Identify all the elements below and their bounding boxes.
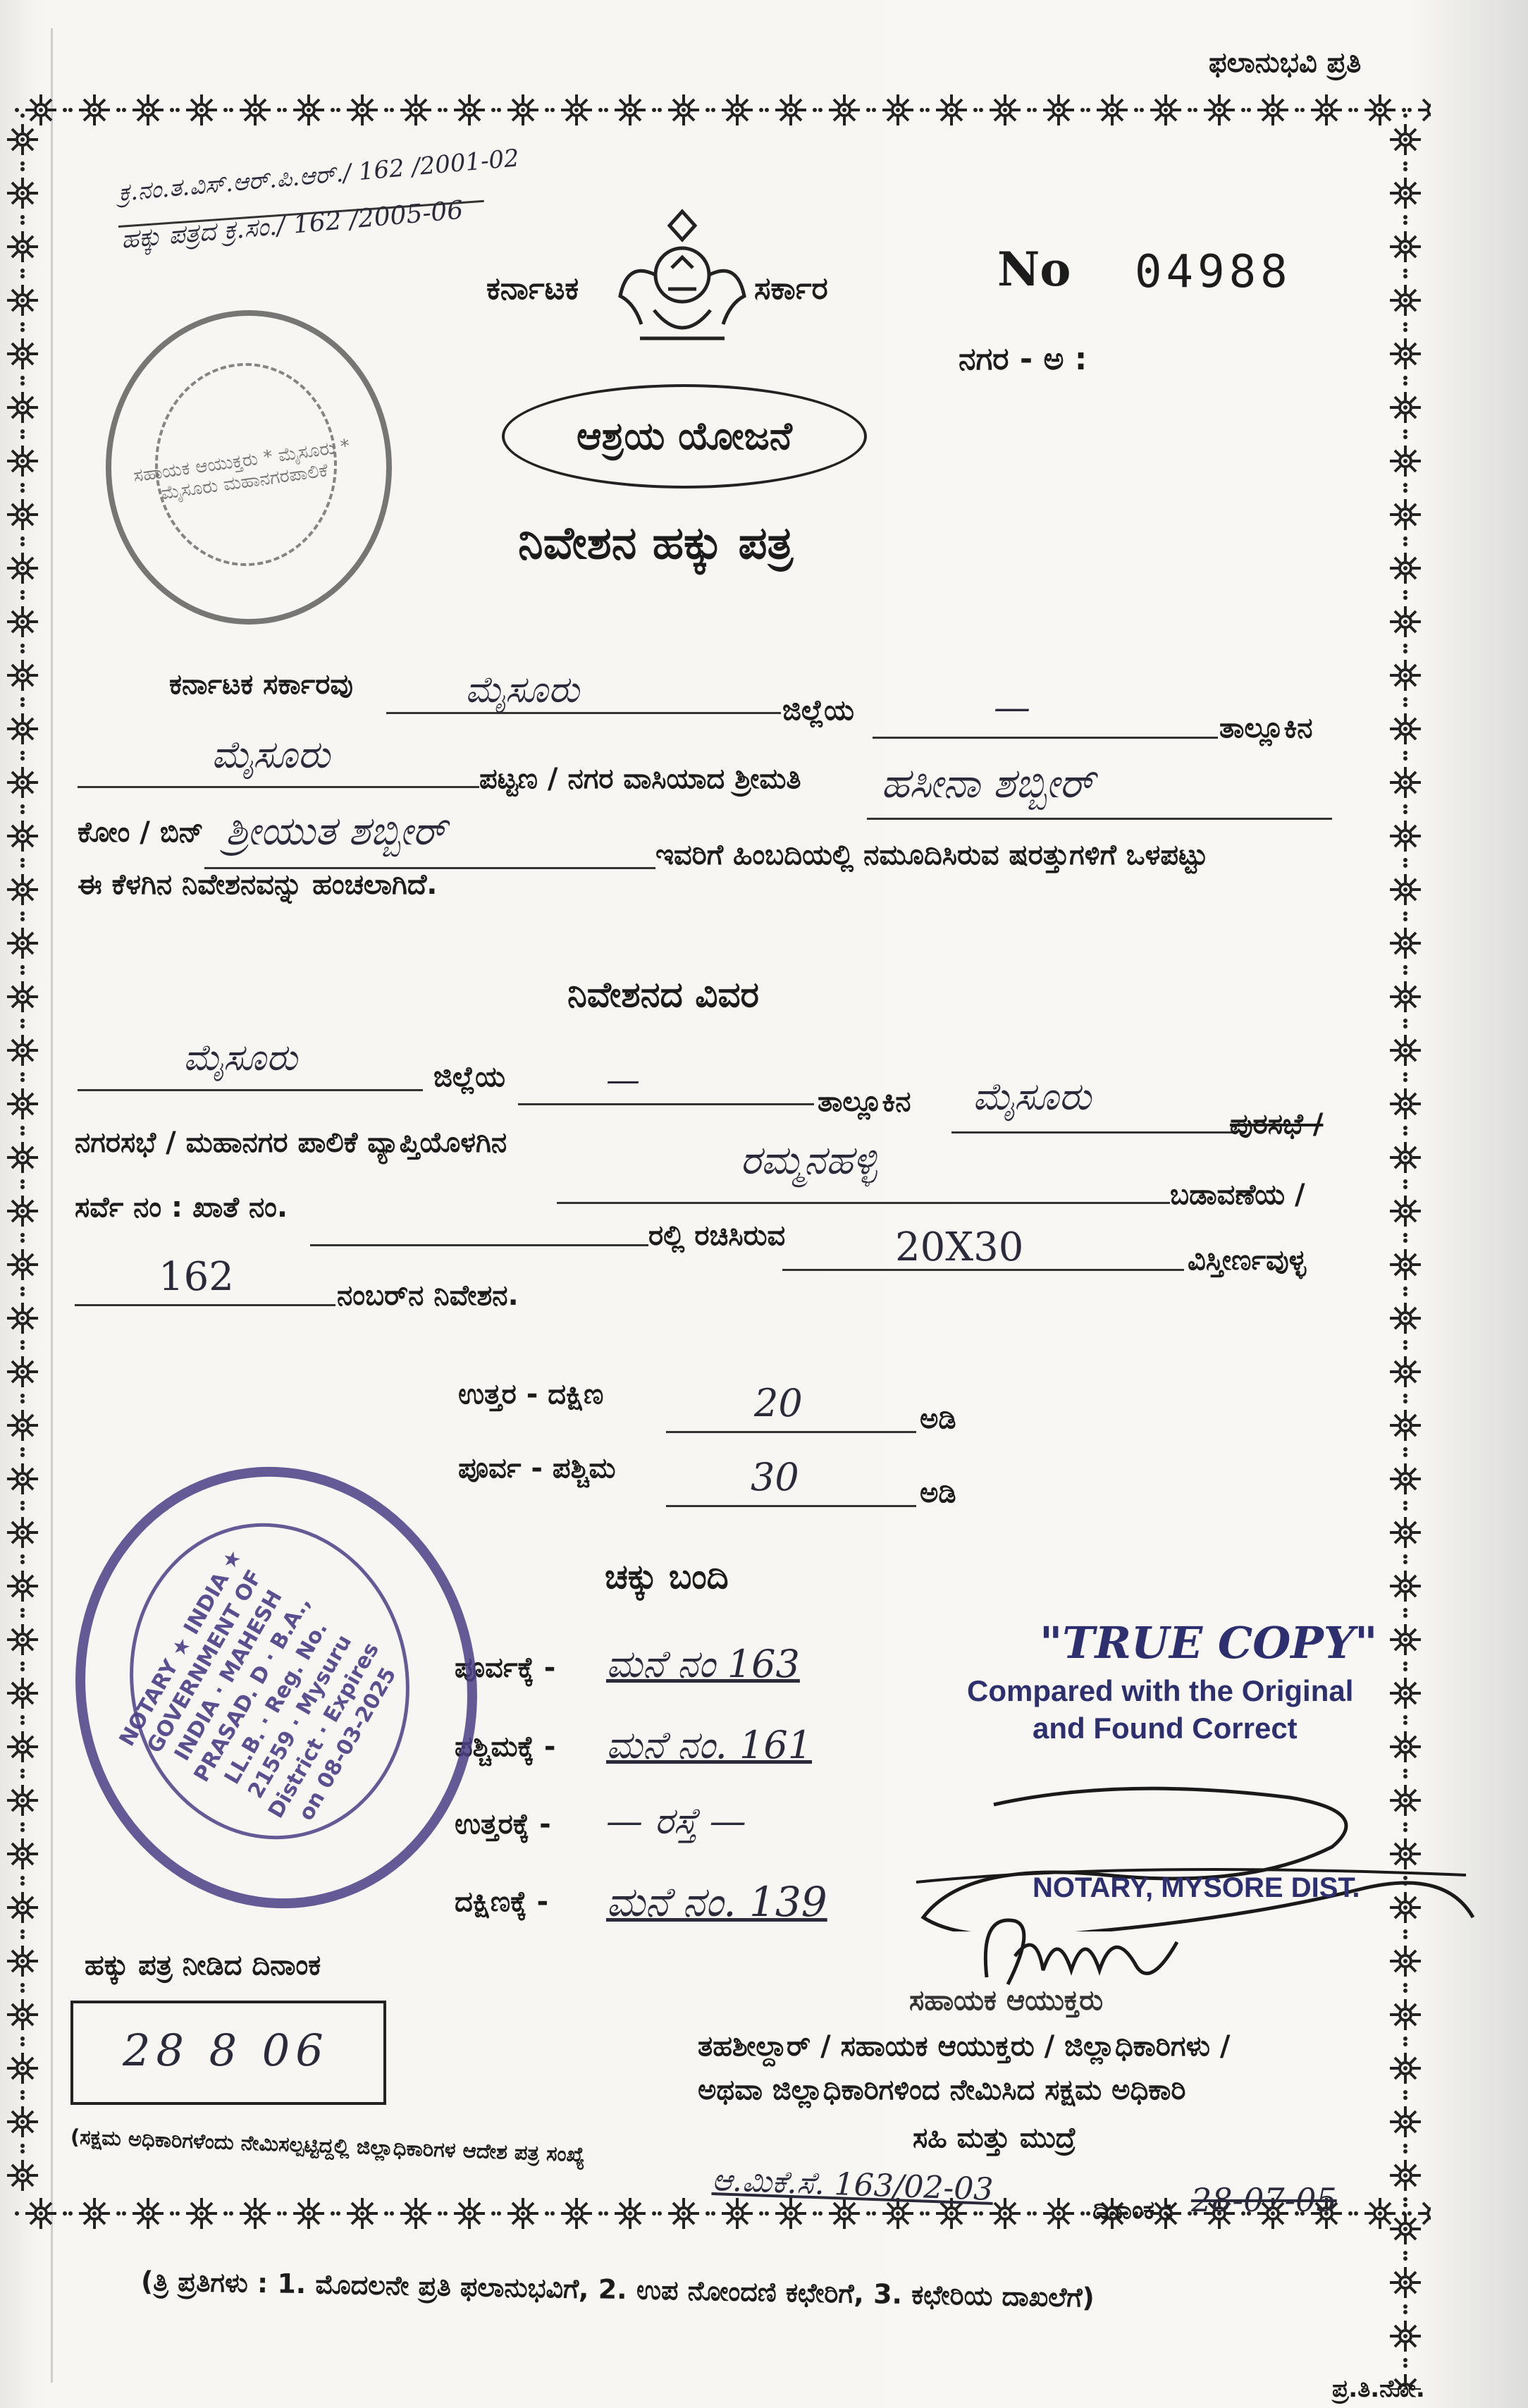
site-taluk-blank <box>951 1131 1233 1134</box>
gov-label-right: ಸರ್ಕಾರ <box>754 271 828 307</box>
survey-blank <box>310 1244 648 1246</box>
relation-label: ಕೋಂ / ಬಿನ್ <box>78 816 204 849</box>
officer-designation-stamp: ಸಹಾಯಕ ಆಯುಕ್ತರು <box>909 1984 1104 2017</box>
copy-label: ಫಲಾನುಭವಿ ಪ್ರತಿ <box>1209 47 1362 79</box>
reference-line-1: ಕ್ರ.ನಂ.ತ.ವಿಸ್.ಆರ್.ಪಿ.ಆರ್./ 162 /2001-02 <box>117 144 521 207</box>
layout-label: ಬಡಾವಣೆಯ / <box>1170 1179 1305 1211</box>
site-taluk-value: ಮೈಸೂರು <box>973 1074 1091 1119</box>
scheme-oval <box>502 384 867 489</box>
north-south-label: ಉತ್ತರ - ದಕ್ಷಿಣ <box>458 1378 604 1411</box>
grant-town-value: ಮೈಸೂರು <box>211 732 330 777</box>
true-copy-line-1: Compared with the Original <box>967 1674 1354 1707</box>
east-west-label: ಪೂರ್ವ - ಪಶ್ಚಿಮ <box>458 1452 616 1485</box>
site-dash-blank <box>518 1103 814 1105</box>
formed-label: ರಲ್ಲಿ ರಚಿಸಿರುವ <box>648 1220 786 1252</box>
grant-taluk-label: ತಾಲ್ಲೂಕಿನ <box>1219 712 1313 744</box>
left-floral-border <box>3 113 42 2192</box>
town-blank <box>78 786 479 788</box>
site-no-blank <box>75 1304 335 1306</box>
scheme-name: ಆಶ್ರಯ ಯೋಜನೆ <box>577 414 792 458</box>
notary-seal-text: NOTARY ★ INDIA ★ GOVERNMENT OF INDIA · MAHESH PRASAD. D · B.A., LL.B. · Reg. No. 21559 · Mysuru District · Expires on 08-03-2025 <box>114 1545 402 1825</box>
conditions-text: ಇವರಿಗೆ ಹಿಂಬದಿಯಲ್ಲಿ ನಮೂದಿಸಿರುವ ಷರತ್ತುಗಳಿಗೆ ಒಳಪಟ್ಟು <box>655 839 1208 871</box>
grantee-name: ಹಸೀನಾ ಶಬ್ಬೀರ್ <box>881 759 1095 807</box>
site-district-label: ಜಿಲ್ಲೆಯ <box>433 1061 505 1093</box>
corner-text: ಪ್ರ.ತಿ.ನೋ. <box>1332 2375 1425 2403</box>
allotment-text: ಈ ಕೆಳಗಿನ ನಿವೇಶನವನ್ನು ಹಂಚಲಾಗಿದೆ. <box>78 868 438 901</box>
copies-text: (ತ್ರಿ ಪ್ರತಿಗಳು : 1. ಮೊದಲನೇ ಪ್ರತಿ ಫಲಾನುಭವಿಗೆ, 2. ಉಪ ನೋಂದಣಿ ಕಛೇರಿಗೆ, 3. ಕಛೇರಿಯ ದಾಖಲೆಗೆ) <box>140 2266 1095 2314</box>
district-blank <box>386 712 781 714</box>
north-south-value: 20 <box>754 1381 803 1425</box>
grant-district-label: ಜಿಲ್ಲೆಯ <box>782 694 854 727</box>
municipality-label: ಪುರಸಭೆ / <box>1230 1108 1324 1141</box>
city-label: ನಗರ - ಅ : <box>959 341 1088 377</box>
true-copy-title: "TRUE COPY" <box>1040 1617 1378 1669</box>
west-boundary-label: ಪಶ್ಚಿಮಕ್ಕೆ - <box>455 1731 556 1763</box>
layout-value: ರಮ್ಮನಹಳ್ಳಿ <box>740 1138 877 1184</box>
east-west-unit: ಅಡಿ <box>920 1477 956 1509</box>
authority-line-1: ತಹಶೀಲ್ದಾರ್ / ಸಹಾಯಕ ಆಯುಕ್ತರು / ಜಿಲ್ಲಾಧಿಕಾರಿಗಳು / <box>698 2030 1231 2063</box>
east-boundary-value: ಮನೆ ನಂ 163 <box>606 1642 800 1686</box>
site-number-value: 162 <box>159 1254 234 1300</box>
site-number-label: ನಂಬರ್‌ನ ನಿವೇಶನ. <box>337 1279 519 1312</box>
gov-label-left: ಕರ್ನಾಟಕ <box>486 271 579 307</box>
true-copy-line-2: and Found Correct <box>1033 1712 1298 1745</box>
authority-line-2: ಅಥವಾ ಜಿಲ್ಲಾಧಿಕಾರಿಗಳಿಂದ ನೇಮಿಸಿದ ಸಕ್ಷಮ ಅಧಿಕಾರಿ <box>698 2074 1186 2106</box>
site-dash-value: — <box>606 1060 640 1100</box>
corporation-seal-text: ಸಹಾಯಕ ಆಯುಕ್ತರು * ಮೈಸೂರು * ಮೈಸೂರು ಮಹಾನಗರಪಾಲಿಕೆ <box>132 435 352 505</box>
west-boundary-value: ಮನೆ ನಂ. 161 <box>606 1723 813 1767</box>
grant-district-value: ಮೈಸೂರು <box>465 669 579 711</box>
order-text: (ಸಕ್ಷಮ ಅಧಿಕಾರಿಗಳೆಂದು ನೇಮಿಸಲ್ಪಟ್ಟಿದ್ದಲ್ಲಿ ಜಿಲ್ಲಾಧಿಕಾರಿಗಳ ಆದೇಶ ಪತ್ರ ಸಂಖ್ಯೆ <box>70 2125 586 2167</box>
reference-line-2: ಹಕ್ಕು ಪತ್ರದ ಕ್ರ.ಸಂ./ 162 /2005-06 <box>120 195 464 254</box>
site-taluk-label: ತಾಲ್ಲೂಕಿನ <box>818 1086 911 1118</box>
top-floral-border <box>14 90 1431 130</box>
layout-blank <box>557 1202 1170 1204</box>
north-boundary-label: ಉತ್ತರಕ್ಕೆ - <box>455 1808 551 1841</box>
karnataka-emblem-icon <box>612 204 753 352</box>
grant-taluk-value: — <box>994 687 1030 729</box>
corporation-label: ನಗರಸಭೆ / ಮಹಾನಗರ ಪಾಲಿಕೆ ವ್ಯಾಪ್ತಿಯೊಳಗಿನ <box>75 1126 507 1159</box>
order-date-label: ದಿನಾಂಕ : <box>1092 2196 1174 2225</box>
authority-line-3: ಸಹಿ ಮತ್ತು ಮುದ್ರೆ <box>913 2122 1076 2154</box>
number-label: No <box>997 242 1071 297</box>
boundaries-heading: ಚಕ್ಕು ಬಂದಿ <box>605 1557 729 1597</box>
order-date-value: 28-07-05 <box>1191 2181 1337 2219</box>
site-district-value: ಮೈಸೂರು <box>183 1037 297 1079</box>
size-value: 20X30 <box>895 1224 1024 1270</box>
right-floral-border <box>1386 113 1425 2390</box>
area-label: ವಿಸ್ತೀರ್ಣವುಳ್ಳ <box>1188 1244 1306 1277</box>
site-details-heading: ನಿವೇಶನದ ವಿವರ <box>567 974 760 1015</box>
site-district-blank <box>78 1089 423 1091</box>
north-south-unit: ಅಡಿ <box>920 1403 956 1435</box>
issue-date-label: ಹಕ್ಕು ಪತ್ರ ನೀಡಿದ ದಿನಾಂಕ <box>85 1949 321 1982</box>
husband-name: ಶ್ರೀಯುತ ಶಬ್ಬೀರ್ <box>226 809 447 854</box>
grant-resident-label: ಪಟ್ಟಣ / ನಗರ ವಾಸಿಯಾದ ಶ್ರೀಮತಿ <box>479 763 801 795</box>
east-west-value: 30 <box>751 1455 799 1499</box>
taluk-blank <box>873 737 1218 739</box>
survey-label: ಸರ್ವೆ ನಂ : ಖಾತೆ ನಂ. <box>75 1191 288 1224</box>
issue-date-value: 28 8 06 <box>123 2025 329 2076</box>
number-value: 04988 <box>1135 246 1292 298</box>
south-boundary-value: ಮನೆ ನಂ. 139 <box>606 1878 827 1926</box>
south-boundary-label: ದಕ್ಷಿಣಕ್ಕೆ - <box>455 1886 549 1918</box>
order-number-value: ಆ.ಮಿಕೆ.ಸೆ. 163/02-03 <box>711 2162 994 2208</box>
notary-label: NOTARY, MYSORE DIST. <box>1033 1872 1360 1903</box>
north-boundary-value: — ರಸ್ತೆ — <box>606 1800 746 1843</box>
name-blank <box>867 818 1332 820</box>
east-boundary-label: ಪೂರ್ವಕ್ಕೆ - <box>455 1652 556 1684</box>
left-margin-line <box>51 28 53 2383</box>
grant-prefix: ಕರ್ನಾಟಕ ಸರ್ಕಾರವು <box>169 668 353 701</box>
north-south-blank <box>666 1431 916 1433</box>
issue-date-box <box>70 2001 386 2105</box>
east-west-blank <box>666 1505 916 1507</box>
document-title: ನಿವೇಶನ ಹಕ್ಕು ಪತ್ರ <box>518 517 794 570</box>
